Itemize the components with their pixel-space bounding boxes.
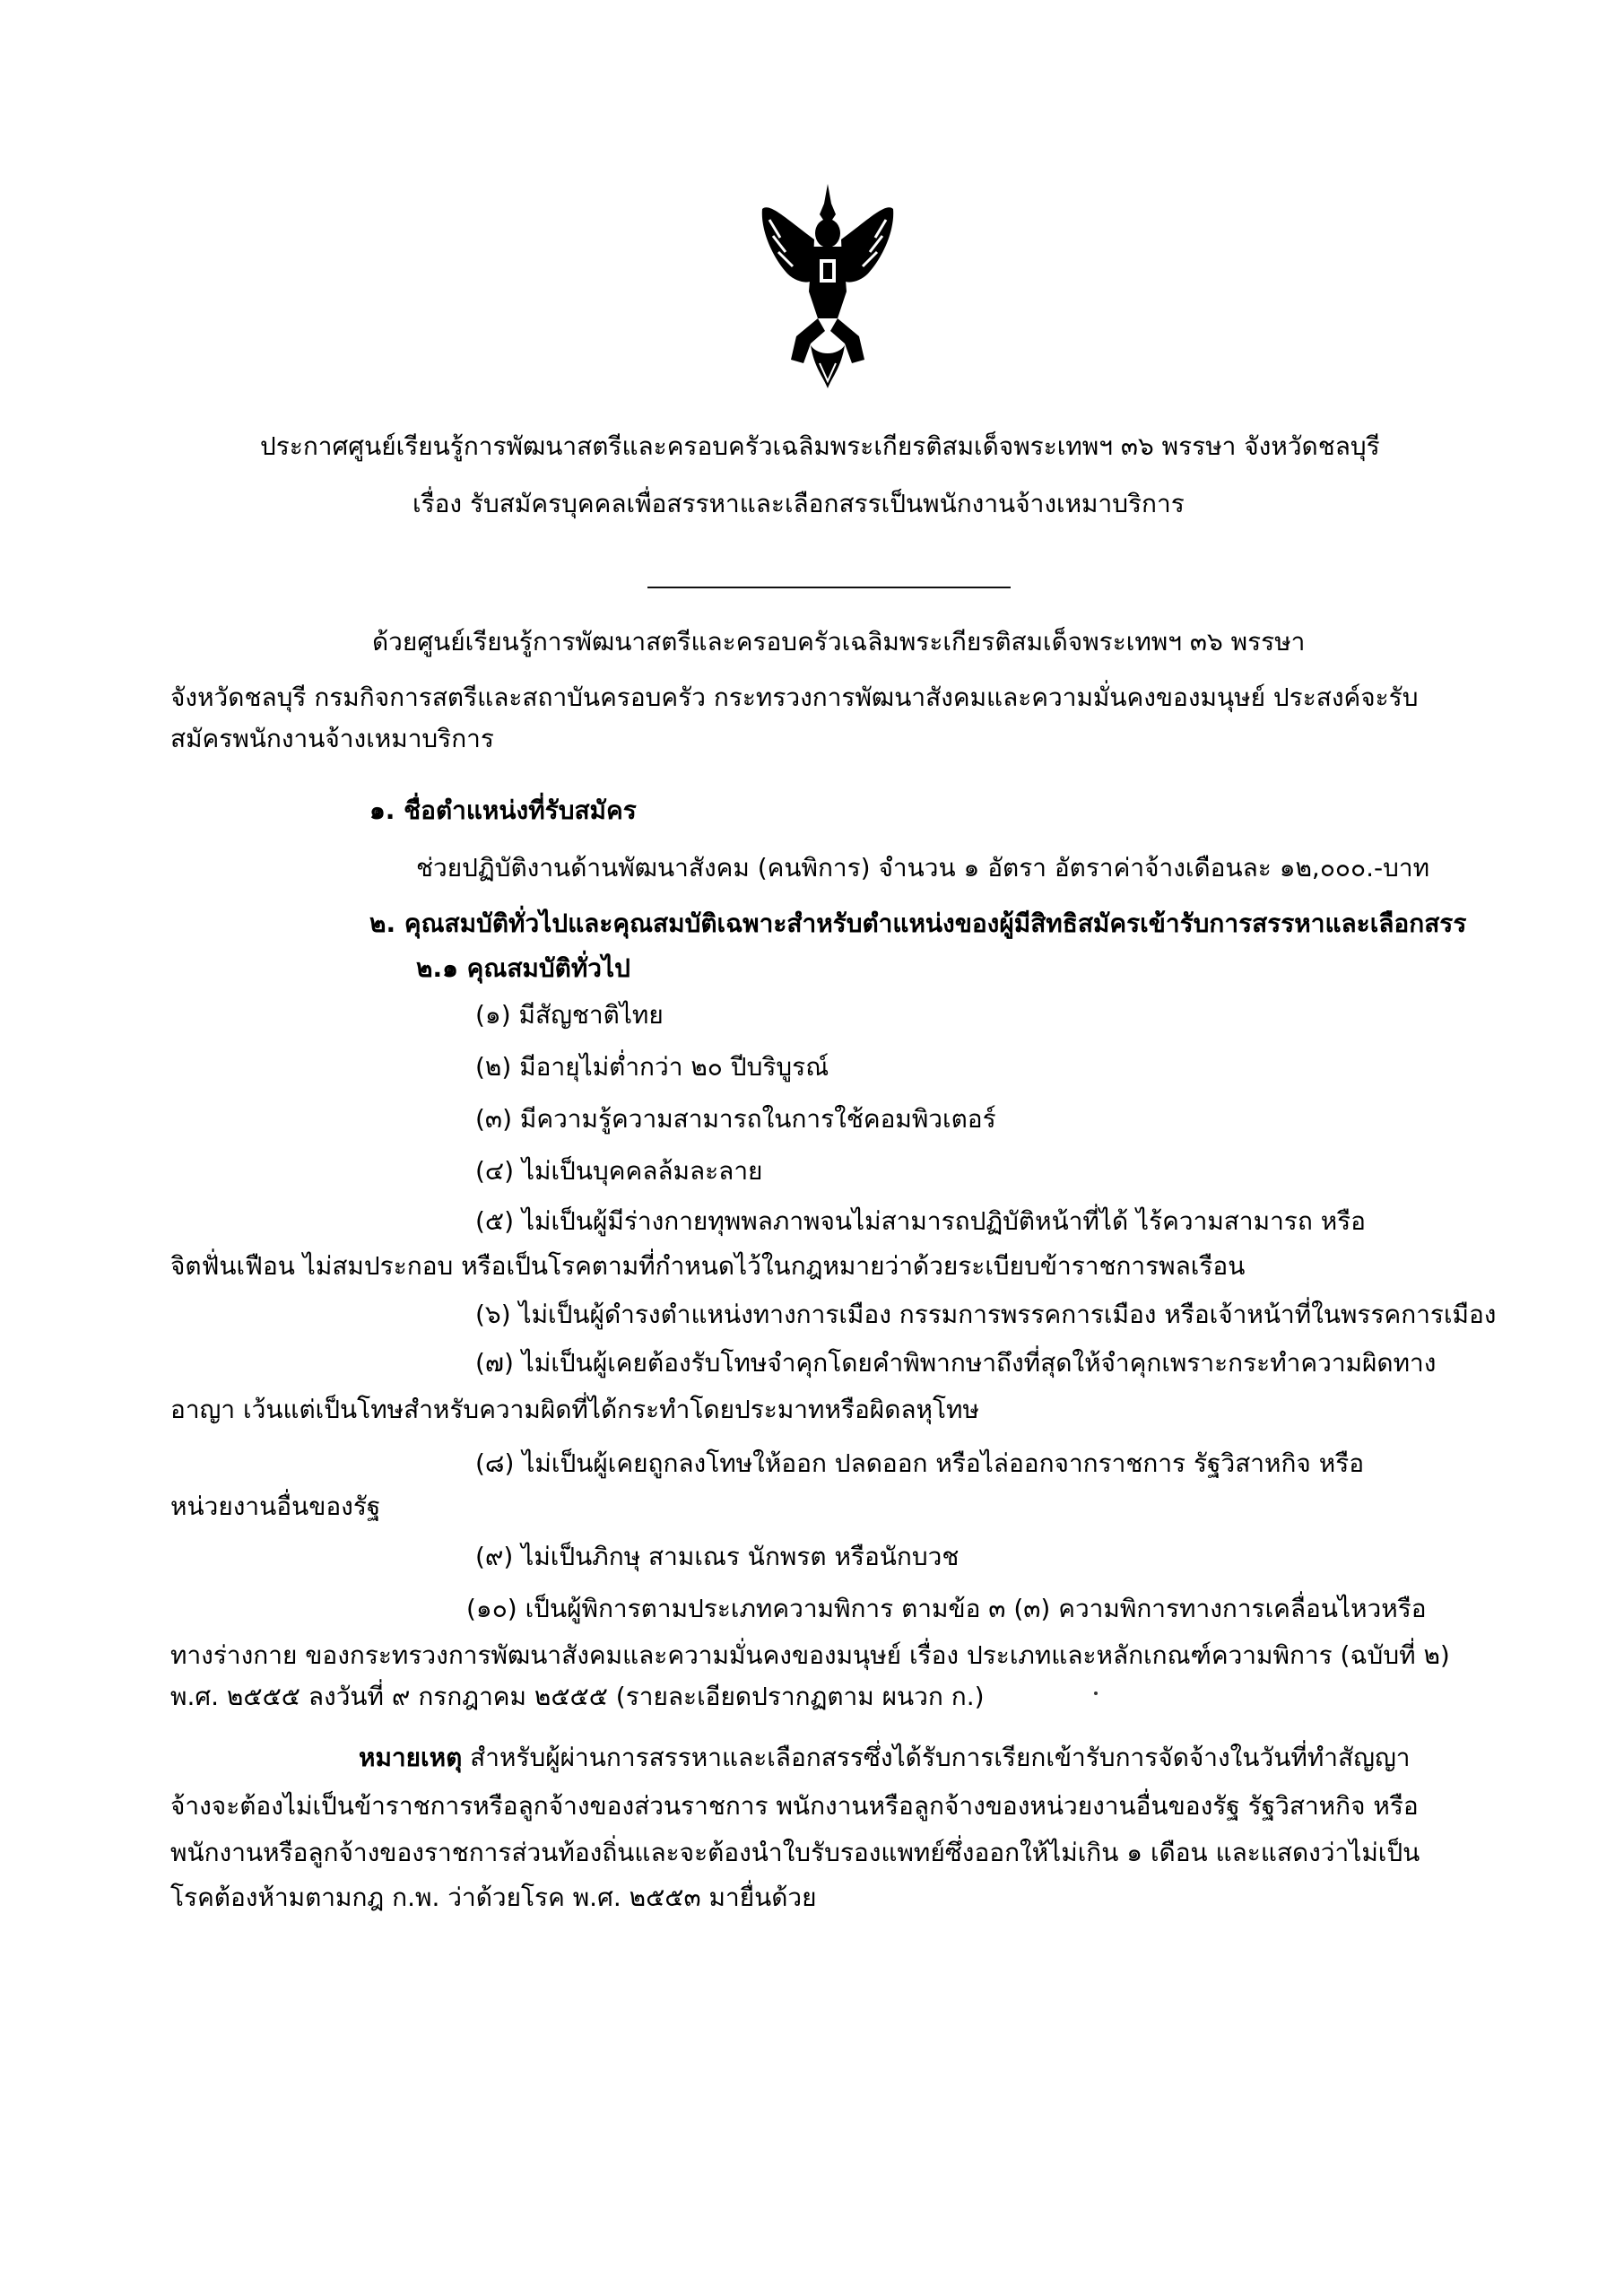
garuda-emblem-icon [760, 184, 895, 390]
note-line-4: โรคต้องห้ามตามกฎ ก.พ. ว่าด้วยโรค พ.ศ. ๒๕๕๓ มายื่นด้วย [170, 1883, 817, 1912]
intro-line-1: ด้วยศูนย์เรียนรู้การพัฒนาสตรีและครอบครัวเฉลิมพระเกียรติสมเด็จพระเทพฯ ๓๖ พรรษา [372, 627, 1306, 657]
qualification-item-9: (๙) ไม่เป็นภิกษุ สามเณร นักพรต หรือนักบวช [475, 1542, 960, 1571]
qualification-item-10-line-2: ทางร่างกาย ของกระทรวงการพัฒนาสังคมและความมั่นคงของมนุษย์ เรื่อง ประเภทและหลักเกณฑ์ความพิการ (ฉบับที่ ๒) [170, 1640, 1450, 1670]
qualification-item-5-line-1: (๕) ไม่เป็นผู้มีร่างกายทุพพลภาพจนไม่สามารถปฏิบัติหน้าที่ได้ ไร้ความสามารถ หรือ [475, 1206, 1367, 1236]
intro-line-3: สมัครพนักงานจ้างเหมาบริการ [170, 724, 494, 753]
announcement-title: ประกาศศูนย์เรียนรู้การพัฒนาสตรีและครอบครัวเฉลิมพระเกียรติสมเด็จพระเทพฯ ๓๖ พรรษา จังหวัดชลบุรี [260, 431, 1380, 461]
qualification-item-3: (๓) มีความรู้ความสามารถในการใช้คอมพิวเตอร์ [475, 1104, 996, 1134]
note-line-2: จ้างจะต้องไม่เป็นข้าราชการหรือลูกจ้างของส่วนราชการ พนักงานหรือลูกจ้างของหน่วยงานอื่นของรัฐ รัฐวิสาหกิจ หรือ [170, 1791, 1419, 1821]
qualification-item-6: (๖) ไม่เป็นผู้ดำรงตำแหน่งทางการเมือง กรรมการพรรคการเมือง หรือเจ้าหน้าที่ในพรรคการเมือง [475, 1300, 1497, 1329]
note-line-1-text: สำหรับผู้ผ่านการสรรหาและเลือกสรรซึ่งได้รับการเรียกเข้ารับการจัดจ้างในวันที่ทำสัญญา [462, 1743, 1411, 1772]
section-2-1-title: ๒.๑ คุณสมบัติทั่วไป [416, 953, 630, 983]
qualification-item-10-line-3: พ.ศ. ๒๕๕๕ ลงวันที่ ๙ กรกฎาคม ๒๕๕๕ (รายละเอียดปรากฏตาม ผนวก ก.) [170, 1682, 985, 1711]
qualification-item-1: (๑) มีสัญชาติไทย [475, 1000, 664, 1030]
qualification-item-7-line-2: อาญา เว้นแต่เป็นโทษสำหรับความผิดที่ได้กระทำโดยประมาทหรือผิดลหุโทษ [170, 1395, 979, 1424]
section-1-detail: ช่วยปฏิบัติงานด้านพัฒนาสังคม (คนพิการ) จำนวน ๑ อัตรา อัตราค่าจ้างเดือนละ ๑๒,๐๐๐.-บาท [416, 853, 1430, 883]
section-1-title: ๑. ชื่อตำแหน่งที่รับสมัคร [369, 796, 637, 825]
note-label: หมายเหตุ [359, 1743, 463, 1772]
qualification-item-2: (๒) มีอายุไม่ต่ำกว่า ๒๐ ปีบริบูรณ์ [475, 1052, 829, 1082]
qualification-item-7-line-1: (๗) ไม่เป็นผู้เคยต้องรับโทษจำคุกโดยคำพิพากษาถึงที่สุดให้จำคุกเพราะกระทำความผิดทาง [475, 1348, 1437, 1378]
qualification-item-8-line-1: (๘) ไม่เป็นผู้เคยถูกลงโทษให้ออก ปลดออก หรือไล่ออกจากราชการ รัฐวิสาหกิจ หรือ [475, 1448, 1365, 1478]
qualification-item-8-line-2: หน่วยงานอื่นของรัฐ [170, 1492, 381, 1521]
intro-line-2: จังหวัดชลบุรี กรมกิจการสตรีและสถาบันครอบครัว กระทรวงการพัฒนาสังคมและความมั่นคงของมนุษย์ ประสงค์จะรับ [170, 683, 1419, 712]
qualification-item-4: (๔) ไม่เป็นบุคคลล้มละลาย [475, 1156, 763, 1186]
section-2-title: ๒. คุณสมบัติทั่วไปและคุณสมบัติเฉพาะสำหรับตำแหน่งของผู้มีสิทธิสมัครเข้ารับการสรรหาและเลือกสรร [369, 909, 1467, 938]
qualification-item-5-line-2: จิตฟั่นเฟือน ไม่สมประกอบ หรือเป็นโรคตามที่กำหนดไว้ในกฎหมายว่าด้วยระเบียบข้าราชการพลเรือน [170, 1251, 1246, 1281]
note-line-1 [359, 1740, 1411, 1776]
title-divider [647, 587, 1011, 588]
scan-speck [1094, 1692, 1098, 1695]
announcement-subject: เรื่อง รับสมัครบุคคลเพื่อสรรหาและเลือกสรรเป็นพนักงานจ้างเหมาบริการ [413, 489, 1185, 518]
note-line-3: พนักงานหรือลูกจ้างของราชการส่วนท้องถิ่นและจะต้องนำใบรับรองแพทย์ซึ่งออกให้ไม่เกิน ๑ เดือน และแสดงว่าไม่เป็น [170, 1838, 1420, 1867]
qualification-item-10-line-1: (๑๐) เป็นผู้พิการตามประเภทความพิการ ตามข้อ ๓ (๓) ความพิการทางการเคลื่อนไหวหรือ [466, 1594, 1427, 1623]
